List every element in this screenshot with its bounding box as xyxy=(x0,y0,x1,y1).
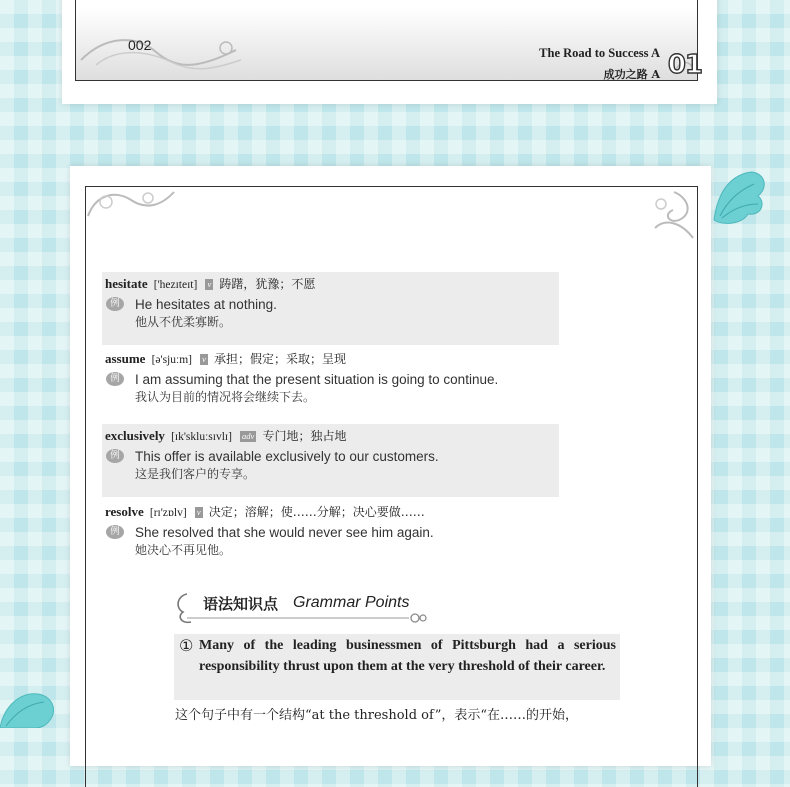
corner-ornament-icon xyxy=(649,188,699,244)
vocab-meaning: 踌躇，犹豫；不愿 xyxy=(219,277,316,291)
example-row xyxy=(105,524,559,559)
unit-number: 01 xyxy=(667,50,702,80)
example-row xyxy=(105,448,559,483)
vocab-word: resolve xyxy=(105,504,144,519)
grammar-item-number: ① xyxy=(179,636,194,655)
example-cn: 她决心不再见他。 xyxy=(135,543,232,557)
vocab-word: exclusively xyxy=(105,428,165,443)
vocab-phonetic: ['hezɪteɪt] xyxy=(153,279,198,291)
vocab-word: hesitate xyxy=(105,276,148,291)
pos-badge: v xyxy=(196,507,201,517)
corner-ornament-icon xyxy=(86,186,176,222)
example-row xyxy=(105,296,559,331)
grammar-section-title xyxy=(173,590,428,626)
grammar-sentence: Many of the leading businessmen of Pittsburgh had a serious responsibility thrust upon them at the very threshold of their career. xyxy=(199,638,616,674)
vocab-head xyxy=(105,427,559,444)
page-number: 002 xyxy=(128,37,152,53)
flower-decoration-icon xyxy=(712,170,770,226)
header-title-en: The Road to Success A xyxy=(539,46,660,60)
grammar-title-en: Grammar Points xyxy=(293,594,410,611)
example-marker-icon: 例 xyxy=(106,372,124,386)
vocab-head xyxy=(105,275,559,292)
example-marker-icon: 例 xyxy=(106,449,124,463)
vocab-word: assume xyxy=(105,351,146,366)
vocab-entry xyxy=(102,350,559,420)
example-en: This offer is available exclusively to our customers. xyxy=(135,449,439,464)
vocab-entry xyxy=(102,503,559,573)
pos-badge: v xyxy=(202,354,206,364)
example-en: She resolved that she would never see him again. xyxy=(135,525,434,540)
example-en: He hesitates at nothing. xyxy=(135,297,277,312)
header-title-cn: 成功之路 A xyxy=(603,68,660,81)
example-cn: 这是我们客户的专享。 xyxy=(135,467,256,481)
example-marker-icon: 例 xyxy=(106,297,124,311)
example-marker-icon: 例 xyxy=(106,525,124,539)
vocab-entry xyxy=(102,272,559,345)
flower-decoration-icon xyxy=(0,688,60,728)
vocab-entry xyxy=(102,424,559,497)
example-cn: 我认为目前的情况将会继续下去。 xyxy=(135,390,316,404)
example-cn: 他从不优柔寡断。 xyxy=(135,315,232,329)
grammar-explanation: 这个句子中有一个结构“at the threshold of”，表示“在……的开始， xyxy=(175,708,579,723)
vocab-phonetic: [ə'sjuːm] xyxy=(151,354,192,366)
grammar-sentence-box xyxy=(174,634,620,700)
vocab-phonetic: [rɪ'zɒlv] xyxy=(149,507,187,519)
swirl-ornament-icon xyxy=(76,30,246,72)
vocab-meaning: 决定；溶解；使……分解；决心要做…… xyxy=(208,505,425,519)
pos-badge: v xyxy=(207,279,212,289)
vocab-head xyxy=(105,350,559,367)
vocab-meaning: 承担；假定；采取；呈现 xyxy=(214,352,347,366)
grammar-title-cn: 语法知识点 xyxy=(203,595,279,613)
vocab-head xyxy=(105,503,559,520)
example-en: I am assuming that the present situation is going to continue. xyxy=(135,372,499,387)
example-row xyxy=(105,371,559,406)
vocab-meaning: 专门地；独占地 xyxy=(262,429,347,443)
vocab-phonetic: [ɪk'skluːsɪvlɪ] xyxy=(171,431,232,443)
pos-badge: adv xyxy=(242,431,255,441)
